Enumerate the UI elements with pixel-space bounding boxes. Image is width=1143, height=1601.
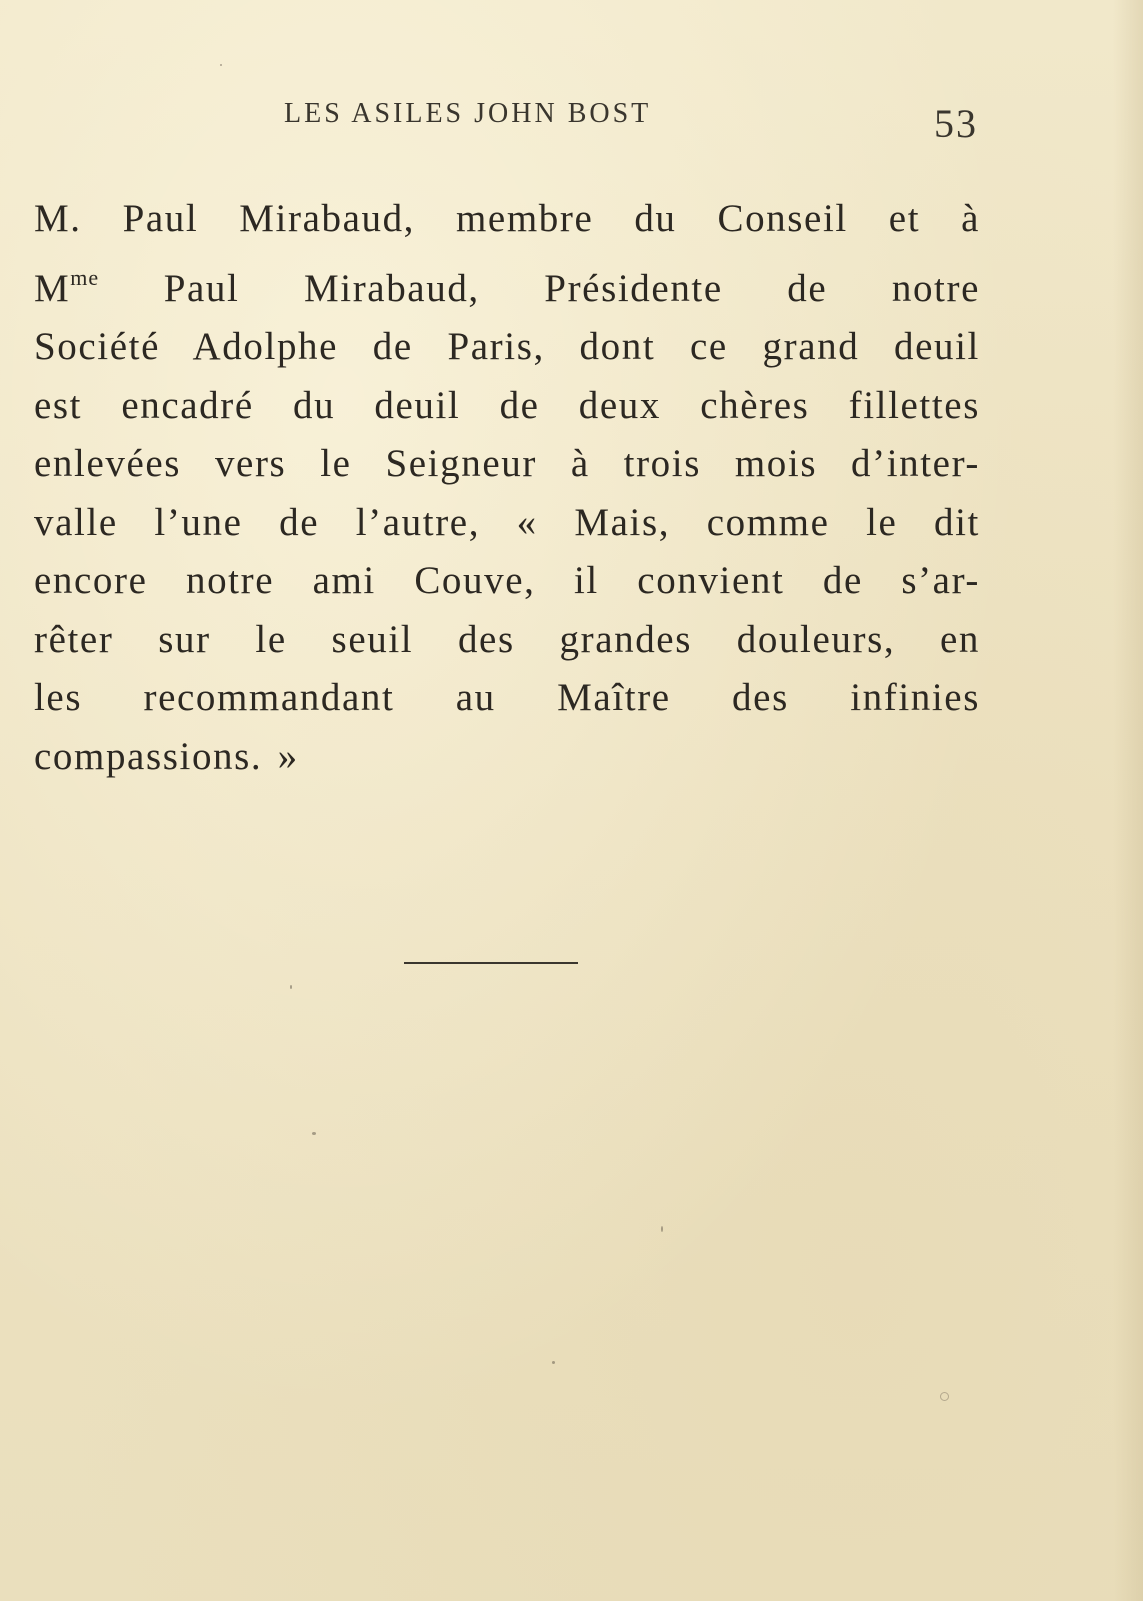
line-remainder: Paul Mirabaud, Présidente de notre bbox=[99, 266, 980, 310]
honorific-superscript: me bbox=[70, 264, 100, 290]
text-line bbox=[34, 249, 980, 319]
honorific-initial: M bbox=[34, 266, 71, 310]
text-line: Société Adolphe de Paris, dont ce grand deuil bbox=[34, 325, 980, 368]
running-head: LES ASILES JOHN BOST bbox=[284, 98, 652, 129]
text-line: enlevées vers le Seigneur à trois mois d’inter- bbox=[34, 442, 980, 485]
text-line-last: compassions. » bbox=[34, 734, 299, 778]
text-line: les recommandant au Maître des infinies bbox=[34, 676, 980, 719]
page-number: 53 bbox=[934, 101, 978, 146]
text-line: rêter sur le seuil des grandes douleurs, en bbox=[34, 617, 980, 661]
paper-speck bbox=[661, 1226, 663, 1232]
paper-speck bbox=[290, 985, 292, 989]
body-paragraph bbox=[34, 190, 980, 786]
text-line: encore notre ami Couve, il convient de s’ar- bbox=[34, 559, 980, 602]
page-edge-shadow bbox=[1113, 0, 1143, 1601]
text-line: M. Paul Mirabaud, membre du Conseil et à bbox=[34, 197, 980, 240]
paper-speck bbox=[552, 1361, 555, 1364]
paper-speck bbox=[312, 1132, 316, 1135]
text-line: est encadré du deuil de deux chères fillettes bbox=[34, 383, 980, 427]
section-end-rule bbox=[404, 962, 578, 964]
paper-speck bbox=[940, 1392, 949, 1401]
text-line: valle l’une de l’autre, « Mais, comme le dit bbox=[34, 500, 980, 544]
paper-speck bbox=[220, 64, 222, 66]
